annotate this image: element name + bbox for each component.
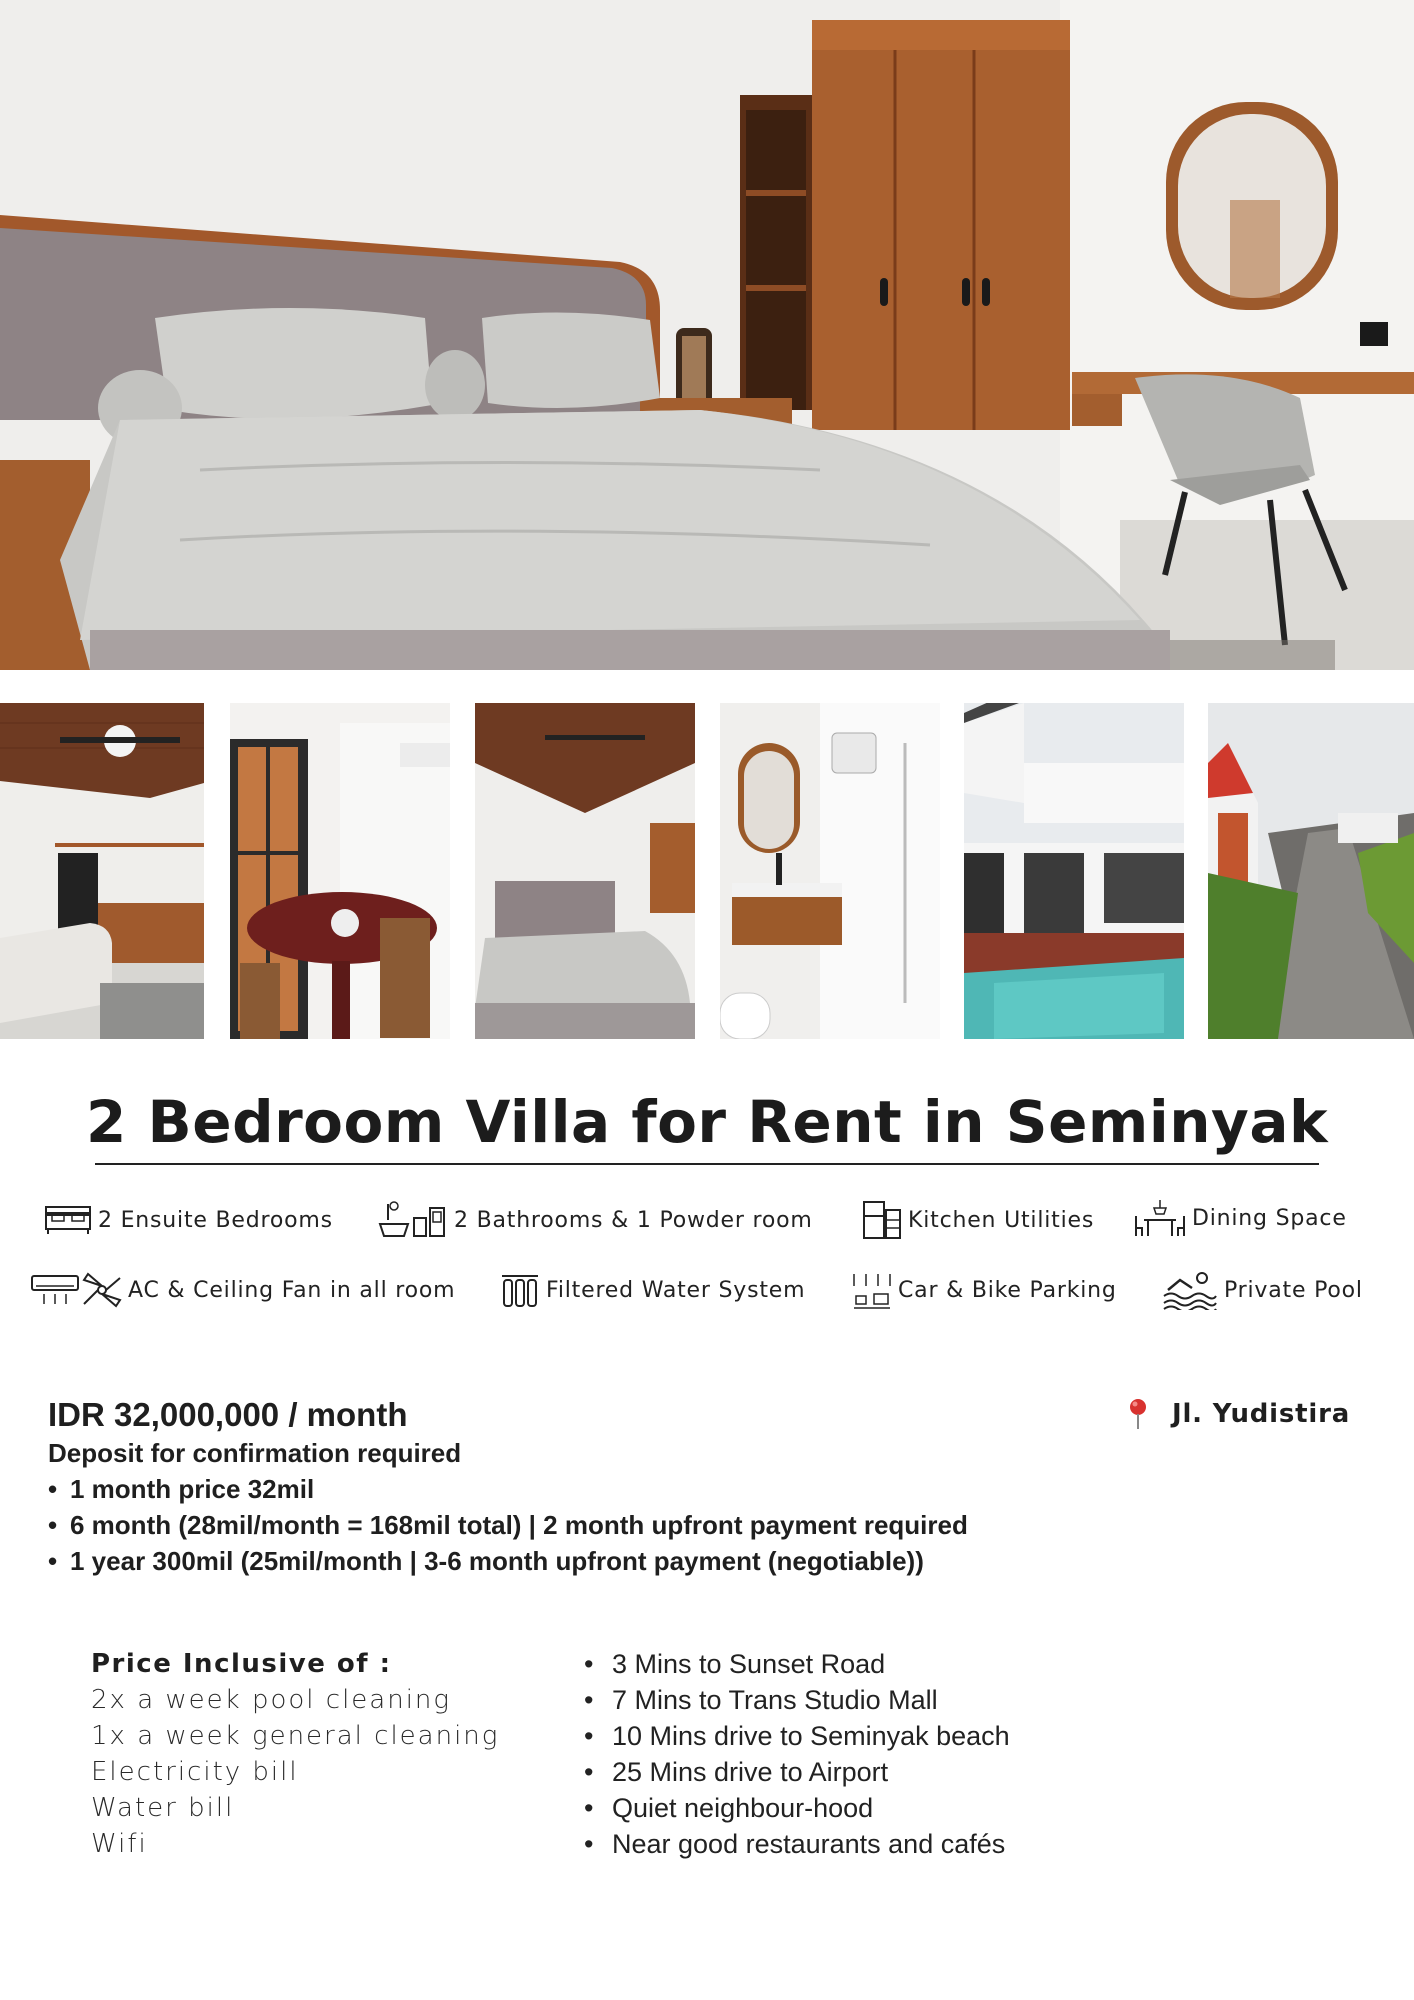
price-term: • 6 month (28mil/month = 168mil total) | 2 month upfront payment required (48, 1507, 968, 1543)
inclusive-list (91, 1682, 499, 1862)
pricing-section (48, 1396, 968, 1579)
nearby-item: • Near good restaurants and cafés (584, 1826, 1010, 1862)
water-filter-icon (500, 1270, 540, 1310)
amenity-ensuite-bedrooms (44, 1198, 333, 1242)
map-pin-icon (1128, 1398, 1148, 1430)
thumbnail-dining[interactable] (230, 703, 450, 1039)
thumbnail-bathroom[interactable] (720, 703, 940, 1039)
nearby-item: • 25 Mins drive to Airport (584, 1754, 1010, 1790)
amenity-label: Dining Space (1192, 1205, 1347, 1231)
nearby-section (584, 1646, 1010, 1862)
amenity-private-pool (1162, 1268, 1363, 1312)
listing-title: 2 Bedroom Villa for Rent in Seminyak (85, 1088, 1329, 1156)
inclusive-item: Water bill (91, 1793, 235, 1823)
thumbnail-pool[interactable] (964, 703, 1184, 1039)
price-terms-list (48, 1471, 968, 1579)
price-term: • 1 month price 32mil (48, 1471, 968, 1507)
nearby-item: • 10 Mins drive to Seminyak beach (584, 1718, 1010, 1754)
dining-icon (1134, 1198, 1186, 1238)
inclusive-item: Electricity bill (91, 1757, 299, 1787)
thumbnail-living-kitchen[interactable] (0, 703, 204, 1039)
location (1128, 1398, 1350, 1430)
monthly-price: IDR 32,000,000 / month (48, 1396, 408, 1433)
inclusive-item: Wifi (91, 1829, 148, 1859)
pool-icon (1162, 1270, 1218, 1310)
amenity-label: 2 Ensuite Bedrooms (98, 1207, 333, 1233)
amenity-label: 2 Bathrooms & 1 Powder room (454, 1207, 813, 1233)
inclusive-item: 1x a week general cleaning (91, 1721, 500, 1751)
bathroom-icon (378, 1200, 448, 1240)
amenity-water-filter (500, 1268, 805, 1312)
parking-icon (852, 1270, 892, 1310)
amenity-dining (1134, 1196, 1347, 1240)
price-term: • 1 year 300mil (25mil/month | 3-6 month upfront payment (negotiable)) (48, 1543, 968, 1579)
hero-bedroom-photo (0, 0, 1414, 670)
amenity-ac-fan (30, 1268, 455, 1312)
amenity-label: Filtered Water System (546, 1277, 806, 1303)
thumbnail-pathway[interactable] (1208, 703, 1414, 1039)
deposit-note: Deposit for confirmation required (48, 1438, 462, 1468)
thumbnail-second-bedroom[interactable] (475, 703, 695, 1039)
amenity-label: Private Pool (1224, 1277, 1363, 1303)
ac-fan-icon (30, 1270, 122, 1310)
location-label: Jl. Yudistira (1172, 1399, 1351, 1429)
kitchen-icon (862, 1200, 902, 1240)
amenity-label: Car & Bike Parking (898, 1277, 1117, 1303)
amenity-label: Kitchen Utilities (908, 1207, 1095, 1233)
nearby-item: • Quiet neighbour-hood (584, 1790, 1010, 1826)
price-inclusive-section (91, 1646, 499, 1862)
amenity-label: AC & Ceiling Fan in all room (128, 1277, 456, 1303)
amenity-bathrooms (378, 1198, 813, 1242)
nearby-item: • 7 Mins to Trans Studio Mall (584, 1682, 1010, 1718)
bed-icon (44, 1203, 92, 1237)
amenity-kitchen (862, 1198, 1094, 1242)
nearby-item: • 3 Mins to Sunset Road (584, 1646, 1010, 1682)
title-underline (95, 1163, 1319, 1165)
amenity-parking (852, 1268, 1117, 1312)
nearby-list (584, 1646, 1010, 1862)
inclusive-item: 2x a week pool cleaning (91, 1685, 452, 1715)
inclusive-heading: Price Inclusive of : (91, 1649, 392, 1679)
